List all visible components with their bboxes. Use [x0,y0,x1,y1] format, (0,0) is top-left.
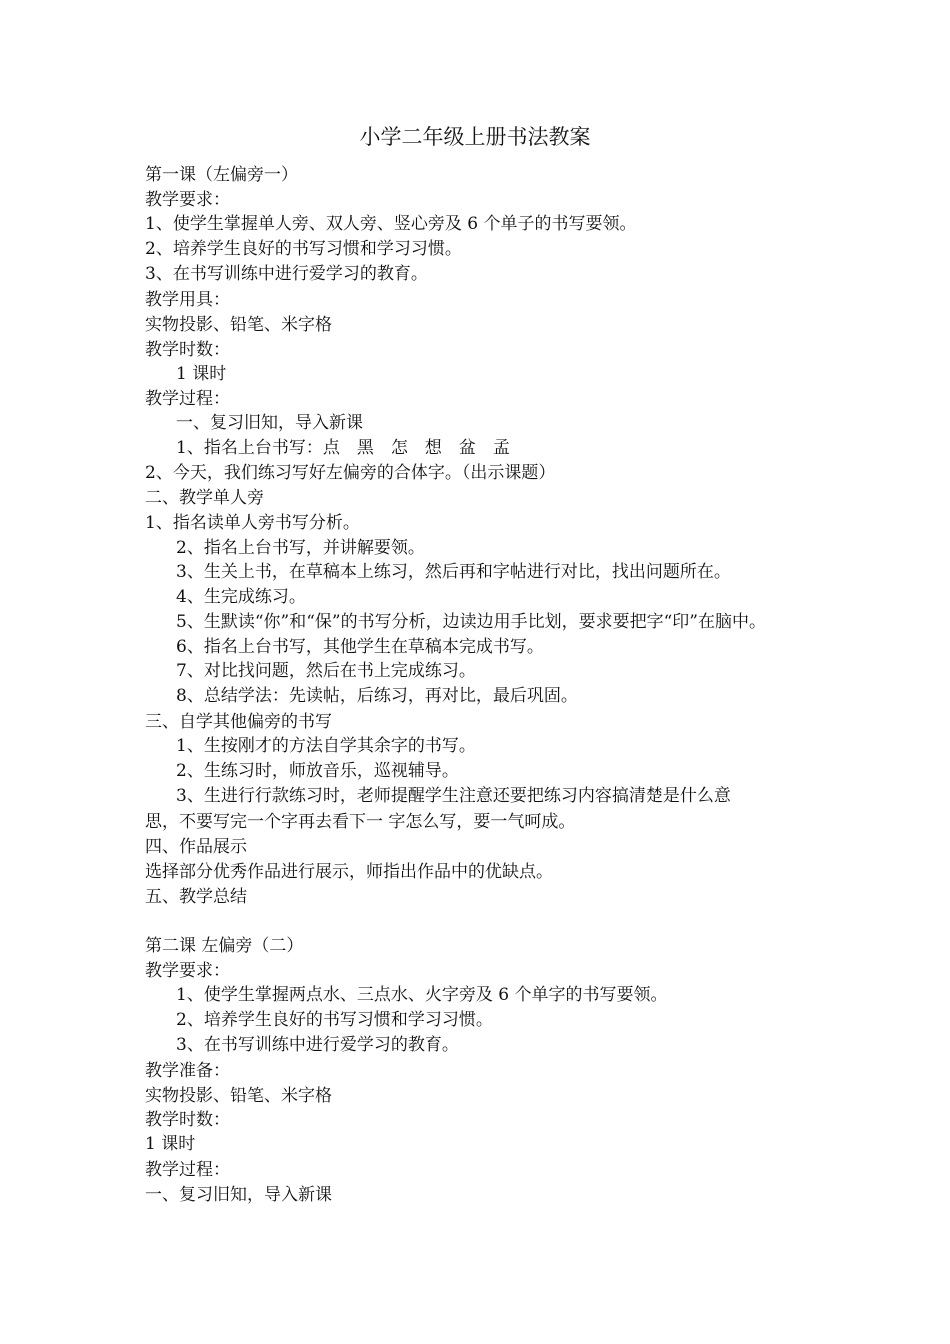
text-line: 2、培养学生良好的书写习惯和学习习惯。 [176,1010,493,1030]
text-line: 4、生完成练习。 [176,587,306,607]
text-line: 5、生默读“你”和“保”的书写分析，边读边用手比划，要求要把字“印”在脑中。 [176,612,766,632]
section-label: 教学准备： [145,1061,230,1081]
text-line: 2、培养学生良好的书写习惯和学习习惯。 [145,239,462,259]
text-line: 2、指名上台书写，并讲解要领。 [176,538,425,558]
section-label: 教学要求： [145,190,230,210]
lesson-2-heading: 第二课 左偏旁（二） [145,936,304,956]
text-line: 一、复习旧知，导入新课 [145,1185,332,1205]
document-title: 小学二年级上册书法教案 [359,125,591,149]
text-line: 实物投影、铅笔、米字格 [145,1086,332,1106]
section-label: 五、教学总结 [145,887,247,907]
text-line: 实物投影、铅笔、米字格 [145,315,332,335]
text-line: 7、对比找问题，然后在书上完成练习。 [176,661,476,681]
text-line: 8、总结学法：先读帖，后练习，再对比，最后巩固。 [176,686,578,706]
text-line: 3、生关上书，在草稿本上练习，然后再和字帖进行对比，找出问题所在。 [176,562,731,582]
text-line: 选择部分优秀作品进行展示，师指出作品中的优缺点。 [145,862,553,882]
section-label: 四、作品展示 [145,837,247,857]
section-label: 教学用具： [145,290,230,310]
section-label: 教学过程： [145,1160,230,1180]
text-line: 1、使学生掌握单人旁、双人旁、竖心旁及 6 个单子的书写要领。 [145,214,637,234]
lesson-1-heading: 第一课（左偏旁一） [145,165,298,185]
text-line: 1、使学生掌握两点水、三点水、火字旁及 6 个单字的书写要领。 [176,985,668,1005]
text-line: 1、指名上台书写：点 黑 怎 想 盆 孟 [176,438,510,458]
text-line: 2、今天，我们练习写好左偏旁的合体字。（出示课题） [145,463,556,483]
section-label: 教学时数： [145,1110,230,1130]
text-line: 思，不要写完一个字再去看下一 字怎么写，要一气呵成。 [145,812,576,832]
text-line: 2、生练习时，师放音乐，巡视辅导。 [176,761,459,781]
text-line: 1 课时 [145,1134,196,1154]
section-label: 教学时数： [145,340,230,360]
text-line: 1、生按刚才的方法自学其余字的书写。 [176,736,476,756]
text-line: 一、复习旧知，导入新课 [176,413,363,433]
section-label: 教学过程： [145,389,230,409]
text-line: 1、指名读单人旁书写分析。 [145,513,360,533]
section-label: 教学要求： [145,961,230,981]
text-line: 1 课时 [176,364,227,384]
section-label: 二、教学单人旁 [145,488,264,508]
text-line: 3、在书写训练中进行爱学习的教育。 [145,264,428,284]
section-label: 三、自学其他偏旁的书写 [145,712,332,732]
text-line: 3、生进行行款练习时，老师提醒学生注意还要把练习内容搞清楚是什么意 [176,786,731,806]
text-line: 6、指名上台书写，其他学生在草稿本完成书写。 [176,637,544,657]
text-line: 3、在书写训练中进行爱学习的教育。 [176,1035,459,1055]
